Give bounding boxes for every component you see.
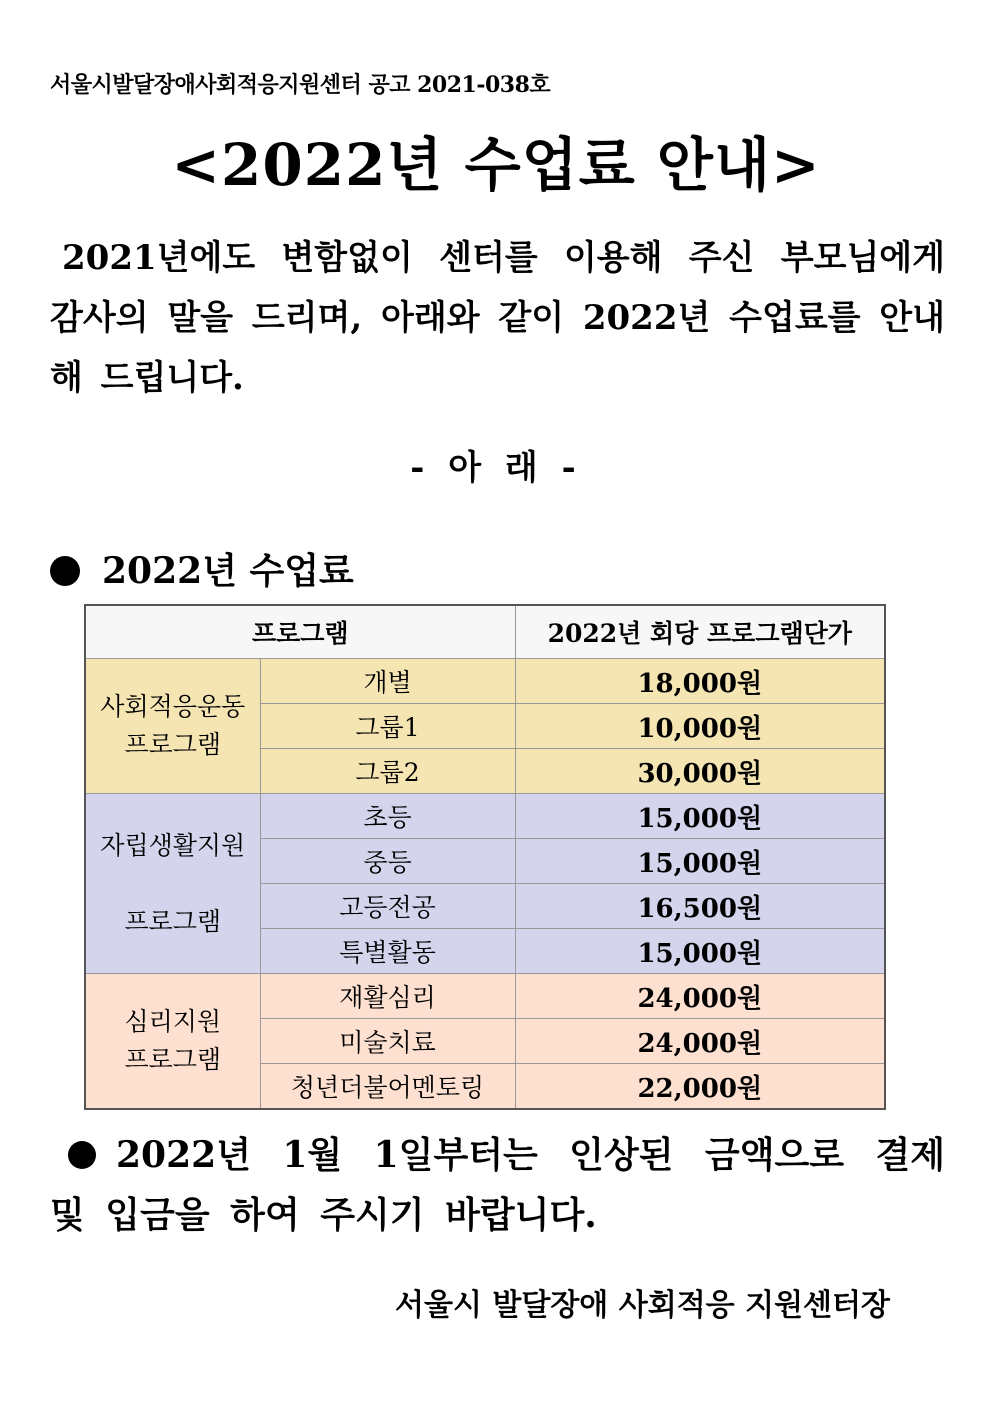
arae-heading: - 아 래 - (410, 448, 582, 488)
header-program: 프로그램 (85, 605, 515, 659)
footer-note (50, 1125, 945, 1245)
intro-paragraph: 2021년에도 변함없이 센터를 이용해 주신 부모님에게 감사의 말을 드리며, 아래와 같이 2022년 수업료를 안내해 드립니다. (50, 238, 945, 398)
program-price: 30,000원 (515, 749, 885, 794)
program-price: 15,000원 (515, 839, 885, 884)
signature: 서울시 발달장애 사회적응 지원센터장 (394, 1288, 890, 1323)
footer-note-text: 2022년 1월 1일부터는 인상된 금액으로 결제 및 입금을 하여 주시기 바랍니다. (50, 1134, 945, 1236)
program-item: 중등 (260, 839, 515, 884)
program-item: 특별활동 (260, 929, 515, 974)
bullet-circle-icon (68, 1141, 96, 1169)
group-name-line1: 사회적응운동 (100, 692, 246, 721)
group-name (85, 974, 260, 1110)
group-name (85, 659, 260, 794)
group-name-line2: 프로그램 (124, 1045, 222, 1074)
group-name (85, 794, 260, 974)
program-item: 재활심리 (260, 974, 515, 1019)
section-heading-text: 2022년 수업료 (102, 550, 354, 592)
program-item: 청년더불어멘토링 (260, 1064, 515, 1110)
program-price: 15,000원 (515, 929, 885, 974)
program-price: 10,000원 (515, 704, 885, 749)
program-price: 18,000원 (515, 659, 885, 704)
page-title: <2022년 수업료 안내> (171, 131, 821, 199)
program-item: 미술치료 (260, 1019, 515, 1064)
program-item: 그룹2 (260, 749, 515, 794)
program-item: 개별 (260, 659, 515, 704)
table-row (85, 974, 885, 1019)
program-price: 16,500원 (515, 884, 885, 929)
table-row (85, 794, 885, 839)
program-item: 그룹1 (260, 704, 515, 749)
program-item: 초등 (260, 794, 515, 839)
group-name-line1: 심리지원 (124, 1007, 222, 1036)
table-header-row (85, 605, 885, 659)
program-price: 22,000원 (515, 1064, 885, 1110)
program-item: 고등전공 (260, 884, 515, 929)
group-name-line2: 프로그램 (124, 906, 222, 936)
table-row (85, 659, 885, 704)
fee-table (84, 604, 886, 1110)
program-price: 24,000원 (515, 1019, 885, 1064)
program-price: 15,000원 (515, 794, 885, 839)
program-price: 24,000원 (515, 974, 885, 1019)
notice-number: 서울시발달장애사회적응지원센터 공고 2021-038호 (50, 72, 551, 98)
group-name-line1: 자립생활지원 (100, 830, 246, 860)
bullet-circle-icon (50, 556, 80, 586)
header-price: 2022년 회당 프로그램단가 (515, 605, 885, 659)
section-heading (50, 543, 354, 594)
group-name-line2: 프로그램 (124, 730, 222, 759)
